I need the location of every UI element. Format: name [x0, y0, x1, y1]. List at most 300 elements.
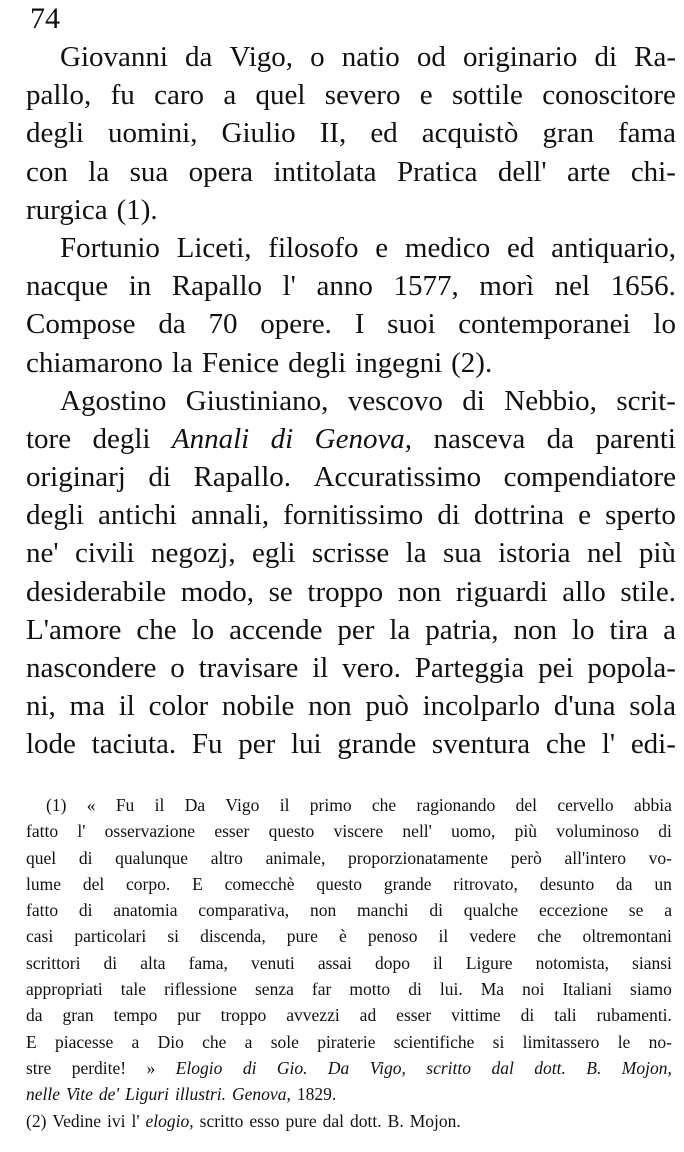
word: casi — [26, 926, 54, 947]
footnote-line — [26, 923, 672, 949]
word: Genova, — [314, 422, 413, 455]
word: illustri. — [174, 1084, 227, 1105]
word: corpo. — [126, 873, 171, 894]
word: la — [405, 537, 427, 570]
word: Accuratissimo — [313, 461, 482, 494]
word: si — [492, 1031, 505, 1052]
word: color — [148, 690, 209, 723]
word: Parteggia — [414, 652, 525, 684]
body-line — [26, 114, 676, 152]
word: far — [311, 979, 332, 1000]
word: nasceva — [433, 422, 526, 455]
footnote-line — [26, 1108, 672, 1134]
word: di — [408, 979, 422, 1000]
word: B. — [586, 1057, 602, 1078]
word: elogio, — [145, 1110, 194, 1131]
word: istoria — [498, 537, 571, 570]
word: ed — [507, 231, 535, 264]
word: limitassero — [522, 1031, 600, 1052]
word: Liceti, — [176, 231, 252, 264]
word: primo — [309, 795, 352, 815]
footnote-line — [26, 871, 672, 897]
word: arte — [566, 155, 611, 188]
word: degli — [92, 422, 151, 455]
word: dal — [322, 1110, 345, 1131]
word: pure — [286, 926, 318, 947]
word: dopo — [374, 952, 410, 973]
footnote-line — [26, 1081, 672, 1107]
word: che — [537, 926, 562, 947]
word: dott. — [350, 1110, 382, 1131]
word: (2). — [451, 346, 493, 379]
word: in — [128, 270, 152, 303]
word: che — [136, 613, 177, 646]
word: quel — [255, 79, 306, 112]
word: degli — [26, 117, 84, 150]
word: Liguri — [125, 1084, 169, 1105]
word: un — [654, 873, 672, 894]
footnote-line — [26, 845, 672, 871]
word: I — [354, 308, 365, 341]
word: gran — [542, 117, 594, 150]
word: Agostino — [60, 384, 167, 417]
word: perdite! — [71, 1057, 127, 1078]
word: voluminoso — [556, 821, 639, 842]
word: anatomia — [113, 900, 178, 921]
word: di — [437, 499, 460, 532]
word: Rapallo. — [193, 461, 291, 494]
word: (1) — [46, 795, 67, 815]
word: ni, — [26, 690, 56, 723]
word: antichi — [98, 499, 177, 532]
word: Mojon. — [409, 1110, 461, 1131]
footnote-line — [26, 792, 672, 818]
word: piacesse — [54, 1031, 114, 1052]
word: travisare — [198, 652, 299, 684]
word: da — [26, 1005, 43, 1026]
word: Annali — [171, 422, 250, 455]
word: tale — [120, 979, 147, 1000]
word: o — [310, 41, 325, 73]
word: di — [78, 900, 93, 921]
word: allo — [562, 575, 606, 608]
word: Ma — [480, 979, 505, 1000]
word: uomo, — [451, 821, 496, 842]
word: dottrina — [473, 499, 565, 532]
word: noi — [522, 979, 545, 1000]
word: non — [308, 690, 352, 723]
word: Compose — [26, 308, 136, 341]
word: d'una — [553, 690, 616, 723]
word: eccezione — [539, 900, 608, 921]
word: troppo — [220, 1005, 267, 1026]
word: da — [158, 308, 186, 341]
word: a — [664, 900, 672, 921]
word: scrit- — [616, 384, 676, 417]
word: il — [154, 795, 165, 815]
word: Giustiniano, — [185, 384, 329, 417]
word: quel — [26, 847, 57, 868]
word: questo — [268, 821, 315, 842]
word: II, — [319, 117, 347, 150]
body-line — [26, 76, 676, 114]
word: edi- — [630, 728, 676, 761]
word: acquistò — [421, 117, 519, 150]
word: più — [514, 821, 538, 842]
word: ivi — [107, 1110, 126, 1131]
word: chiamarono — [26, 346, 163, 379]
word: accende — [229, 613, 323, 646]
word: penoso — [367, 926, 418, 947]
word: notomista, — [535, 952, 609, 973]
word: non — [397, 575, 442, 608]
word: rubamenti. — [596, 1005, 672, 1026]
word: modo, — [180, 575, 255, 608]
word: stile. — [620, 575, 676, 608]
word: si — [167, 926, 179, 947]
word: con — [26, 155, 68, 188]
word: suoi — [387, 308, 436, 341]
word: degli — [26, 499, 84, 532]
word: uomini, — [108, 117, 198, 150]
word: Italiani — [562, 979, 613, 1000]
word: però — [510, 847, 542, 868]
word: « — [86, 795, 96, 815]
word: chi- — [630, 155, 676, 188]
word: non — [309, 900, 337, 921]
word: Elogio — [175, 1057, 223, 1078]
word: proporzionatamente — [348, 847, 488, 868]
word: civili — [75, 537, 135, 570]
word: vittime — [451, 1005, 501, 1026]
word: lui — [290, 728, 322, 761]
word: esser — [396, 1005, 432, 1026]
word: fatto — [26, 900, 59, 921]
word: Giovanni — [60, 41, 168, 73]
word: questo — [316, 873, 363, 894]
word: severo — [324, 79, 401, 112]
word: annali, — [190, 499, 270, 532]
word: il — [118, 690, 135, 723]
word: pei — [538, 652, 574, 684]
word: di — [520, 1005, 535, 1026]
word: parenti — [595, 422, 676, 455]
word: tali — [554, 1005, 577, 1026]
word: qualche — [463, 900, 519, 921]
word: dell' — [497, 155, 547, 188]
word: a — [663, 613, 676, 646]
word: Pratica — [396, 155, 478, 188]
word: l' — [77, 821, 86, 842]
word: fatto — [26, 821, 59, 842]
word: degli — [288, 346, 347, 379]
word: Vigo — [225, 795, 260, 815]
word: nascondere — [26, 652, 157, 684]
word: 1577, — [393, 270, 459, 303]
word: Giulio — [221, 117, 296, 150]
word: il — [312, 652, 329, 684]
word: scrisse — [311, 537, 390, 570]
body-line — [26, 534, 676, 572]
word: vedere — [469, 926, 517, 947]
word: conoscitore — [542, 79, 676, 112]
word: appropriati — [26, 979, 103, 1000]
word: filosofo — [268, 231, 359, 264]
word: di — [462, 384, 485, 417]
word: scritto — [426, 1057, 472, 1078]
word: le — [617, 1031, 631, 1052]
word: contemporanei — [458, 308, 631, 341]
word: scritto — [199, 1110, 244, 1131]
word: di — [148, 461, 171, 494]
word: sola — [629, 690, 676, 723]
word: negozj, — [151, 537, 236, 570]
word: Da — [184, 795, 206, 815]
word: Fu — [191, 728, 223, 761]
word: riguardi — [455, 575, 548, 608]
word: E — [192, 873, 203, 894]
word: Mojon, — [621, 1057, 672, 1078]
word: intitolata — [273, 155, 377, 188]
word: nel — [554, 270, 591, 303]
word: Fu — [115, 795, 135, 815]
word: Ligure — [465, 952, 513, 973]
word: morì — [479, 270, 535, 303]
word: osservazione — [104, 821, 196, 842]
word: fama, — [188, 952, 228, 973]
word: comecchè — [224, 873, 295, 894]
word: tempo — [113, 1005, 158, 1026]
word: Vigo, — [369, 1057, 406, 1078]
word: egli — [252, 537, 296, 570]
word: di — [242, 1057, 257, 1078]
word: di — [270, 422, 294, 455]
word: Vedine — [52, 1110, 102, 1131]
word: ritrovato, — [453, 873, 518, 894]
word: la — [88, 155, 110, 188]
word: se — [268, 575, 293, 608]
word: viscere — [333, 821, 384, 842]
word: Da — [327, 1057, 350, 1078]
word: rurgica — [26, 193, 108, 226]
word: Ra- — [634, 41, 676, 73]
word: senza — [255, 979, 294, 1000]
word: taciuta. — [91, 728, 177, 761]
body-line — [26, 458, 676, 496]
word: 70 — [208, 308, 238, 341]
word: dal — [491, 1057, 514, 1078]
word: a — [131, 1031, 140, 1052]
word: nacque — [26, 270, 109, 303]
word: tira — [609, 613, 649, 646]
body-line — [26, 725, 676, 763]
word: motto — [349, 979, 391, 1000]
word: o — [170, 652, 185, 684]
word: nell' — [402, 821, 432, 842]
word: scientifiche — [393, 1031, 475, 1052]
footnote-line — [26, 1055, 672, 1081]
word: a — [223, 79, 237, 112]
body-line — [26, 420, 676, 458]
word: opere. — [260, 308, 332, 341]
body-line — [26, 305, 676, 343]
word: di — [103, 952, 118, 973]
word: sua — [129, 155, 169, 188]
word: che — [202, 1031, 227, 1052]
word: originario — [462, 41, 578, 73]
word: nel — [586, 537, 623, 570]
word: gran — [62, 1005, 94, 1026]
word: altro — [210, 847, 243, 868]
word: da — [185, 41, 213, 73]
word: fornitissimo — [283, 499, 424, 532]
word: di — [78, 847, 93, 868]
word: da — [616, 873, 633, 894]
word: non — [513, 613, 557, 646]
word: per — [238, 728, 276, 761]
word: che — [545, 728, 587, 761]
word: grande — [337, 728, 417, 761]
footnote-line — [26, 950, 672, 976]
word: fu — [110, 79, 135, 112]
word: ragionando — [416, 795, 496, 815]
word: sua — [442, 537, 482, 570]
word: patria, — [425, 613, 499, 646]
word: troppo — [307, 575, 384, 608]
word: (1). — [116, 193, 158, 226]
word: ma — [69, 690, 105, 723]
body-line — [26, 38, 676, 76]
word: Rapallo — [171, 270, 263, 303]
word: del — [515, 795, 537, 815]
word: venuti — [251, 952, 295, 973]
word: Vigo, — [229, 41, 294, 73]
word: sottile — [452, 79, 523, 112]
word: è — [339, 926, 347, 947]
page-number: 74 — [30, 2, 60, 35]
word: da — [546, 422, 575, 455]
word: natio — [341, 41, 400, 73]
word: avvezzi — [286, 1005, 340, 1026]
word: popola- — [587, 652, 676, 684]
word: Genova, — [232, 1084, 291, 1105]
word: comparativa, — [198, 900, 290, 921]
word: Nebbio, — [504, 384, 597, 417]
word: riflessione — [164, 979, 237, 1000]
word: la — [389, 613, 411, 646]
body-line — [26, 687, 676, 725]
word: manchi — [357, 900, 409, 921]
word: ad — [359, 1005, 377, 1026]
word: lui. — [439, 979, 463, 1000]
word: lo — [653, 308, 676, 341]
word: che — [371, 795, 397, 815]
body-line — [26, 191, 676, 229]
word: siamo — [630, 979, 672, 1000]
word: antiquario, — [551, 231, 676, 264]
word: nobile — [221, 690, 295, 723]
word: grande — [383, 873, 432, 894]
body-line — [26, 649, 676, 687]
body-line — [26, 382, 676, 420]
word: e — [375, 231, 389, 264]
word: od — [416, 41, 446, 73]
word: pur — [177, 1005, 201, 1026]
word: stre — [26, 1057, 52, 1078]
word: Fortunio — [60, 231, 160, 264]
body-line — [26, 153, 676, 191]
word: fama — [618, 117, 676, 150]
word: e — [419, 79, 433, 112]
body-line — [26, 267, 676, 305]
word: a — [244, 1031, 253, 1052]
word: pallo, — [26, 79, 92, 112]
footnote-line — [26, 1029, 672, 1055]
footnotes — [26, 792, 672, 1134]
word: incolparlo — [422, 690, 541, 723]
word: anno — [316, 270, 373, 303]
word: dott. — [534, 1057, 566, 1078]
footnote-line — [26, 897, 672, 923]
word: discenda, — [200, 926, 266, 947]
word: abbia — [634, 795, 672, 815]
word: ed — [370, 117, 398, 150]
word: vescovo — [347, 384, 443, 417]
word: e — [578, 499, 592, 532]
word: può — [365, 690, 409, 723]
word: tore — [26, 422, 72, 455]
word: lo — [191, 613, 215, 646]
word: esser — [214, 821, 250, 842]
word: Fenice — [201, 346, 280, 379]
word: di — [429, 900, 443, 921]
footnote-line — [26, 976, 672, 1002]
word: lo — [571, 613, 595, 646]
word: L'amore — [26, 613, 122, 646]
word: medico — [404, 231, 491, 264]
word: B. — [387, 1110, 404, 1131]
word: piraterie — [317, 1031, 376, 1052]
word: ne' — [26, 537, 59, 570]
word: compendiatore — [503, 461, 676, 494]
word: animale, — [265, 847, 326, 868]
word: cervello — [557, 795, 614, 815]
word: Dio — [157, 1031, 184, 1052]
word: 1656. — [610, 270, 676, 303]
word: desiderabile — [26, 575, 167, 608]
word: particolari — [74, 926, 147, 947]
word: opera — [188, 155, 254, 188]
word: » — [146, 1057, 156, 1078]
word: desunto — [539, 873, 595, 894]
word: il — [438, 926, 449, 947]
word: ingegni — [355, 346, 443, 379]
word: l' — [131, 1110, 140, 1131]
word: il — [433, 952, 443, 973]
word: se — [628, 900, 644, 921]
body-line — [26, 229, 676, 267]
word: originarj — [26, 461, 126, 494]
word: Gio. — [276, 1057, 308, 1078]
word: più — [638, 537, 676, 570]
footnote-line — [26, 818, 672, 844]
word: assai — [317, 952, 352, 973]
word: vero. — [342, 652, 401, 684]
word: oltremontani — [582, 926, 672, 947]
word: nelle — [26, 1084, 61, 1105]
body-line — [26, 496, 676, 534]
body-line — [26, 573, 676, 611]
